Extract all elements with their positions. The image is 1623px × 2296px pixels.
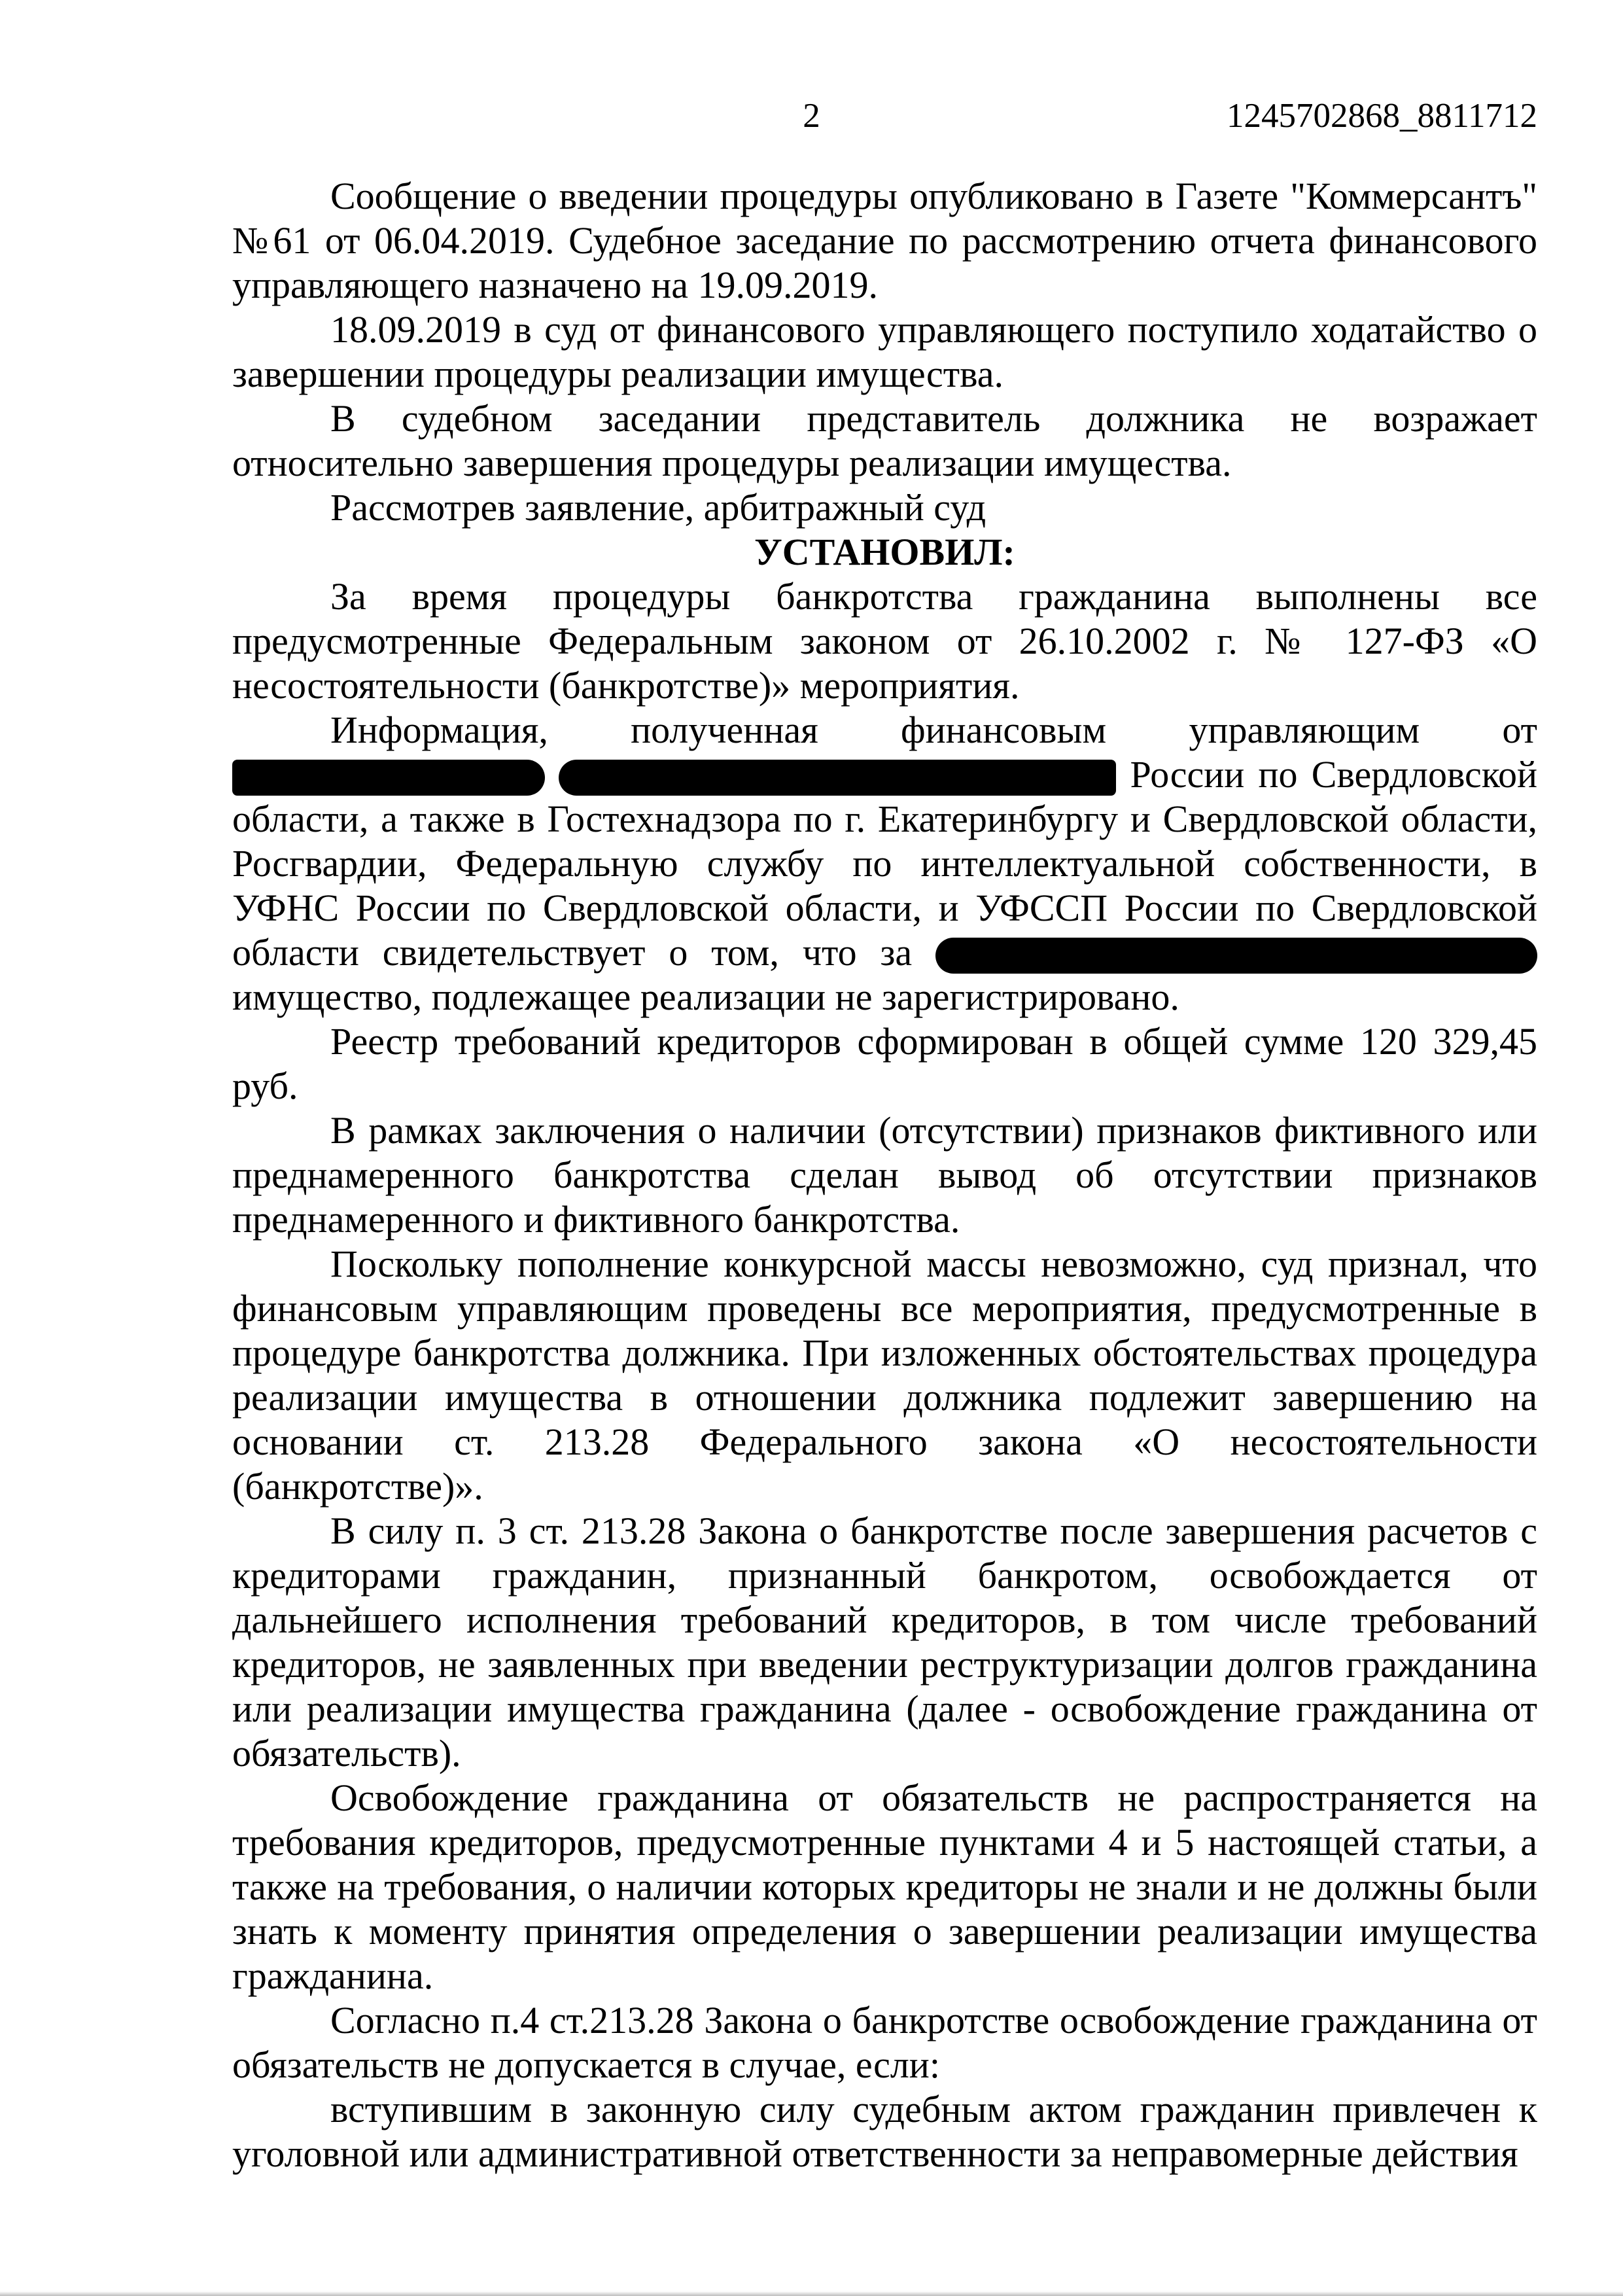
paragraph-text: 18.09.2019 в суд от финансового управляющего поступило ходатайство о завершении процедуры реализации имущества. — [232, 308, 1537, 395]
para-registry-total — [232, 1019, 1537, 1108]
paragraph-text: Реестр требований кредиторов сформирован в общей сумме 120 329,45 руб. — [232, 1020, 1537, 1107]
para-information-redacted — [232, 708, 1537, 1019]
paragraph-text: В рамках заключения о наличии (отсутствии) признаков фиктивного или преднамеренного банкротства сделан вывод об отсутствии признаков преднамеренного и фиктивного банкротства. — [232, 1109, 1537, 1241]
paragraph-text: В судебном заседании представитель должника не возражает относительно завершения процедуры реализации имущества. — [232, 397, 1537, 484]
document-id: 1245702868_8811712 — [1226, 97, 1537, 135]
paragraph-text: Сообщение о введении процедуры опубликовано в Газете "Коммерсантъ" №61 от 06.04.2019. Судебное заседание по рассмотрению отчета финансового управляющего назначено на 19.09.2019. — [232, 175, 1537, 306]
paragraph-text: вступившим в законную силу судебным актом гражданин привлечен к уголовной или административной ответственности за неправомерные действия — [232, 2088, 1537, 2175]
para-publication — [232, 174, 1537, 308]
para-criminal-liability — [232, 2087, 1537, 2176]
para-p3-st213-28 — [232, 1509, 1537, 1776]
para-motion-received — [232, 308, 1537, 397]
paragraph-text: Освобождение гражданина от обязательств не распространяется на требования кредиторов, предусмотренные пунктами 4 и 5 настоящей статьи, а также на требования, о наличии которых кредиторы не знали и не должны были знать к моменту принятия определения о завершении реализации имущества гражданина. — [232, 1776, 1537, 1997]
redaction-bar — [935, 938, 1537, 974]
paragraph-text: Поскольку пополнение конкурсной массы невозможно, суд признал, что финансовым управляющим проведены все мероприятия, предусмотренные в процедуре банкротства должника. При изложенных обстоятельствах процедура реализации имущества в отношении должника подлежит завершению на основании ст. 213.28 Федерального закона «О несостоятельности (банкротстве)». — [232, 1243, 1537, 1508]
para-p4-st213-28 — [232, 1998, 1537, 2087]
paragraph-text: В силу п. 3 ст. 213.28 Закона о банкротстве после завершения расчетов с кредиторами гражданин, признанный банкротом, освобождается от дальнейшего исполнения требований кредиторов, в том числе требований кредиторов, не заявленных при введении реструктуризации долгов гражданина или реализации имущества гражданина (далее - освобождение гражданина от обязательств). — [232, 1510, 1537, 1775]
para-exemption-scope — [232, 1776, 1537, 1998]
paragraph-text: Согласно п.4 ст.213.28 Закона о банкротстве освобождение гражданина от обязательств не допускается в случае, если: — [232, 1999, 1537, 2086]
para-procedures-completed — [232, 574, 1537, 708]
scan-edge-artifact — [0, 2291, 1623, 2296]
paragraph-text: Рассмотрев заявление, арбитражный суд — [330, 486, 986, 529]
redaction-bar — [232, 760, 545, 796]
para-fictitious-bankruptcy — [232, 1108, 1537, 1242]
para-considered — [232, 486, 1537, 530]
para-court-recognized — [232, 1242, 1537, 1509]
paragraph-text: За время процедуры банкротства гражданина выполнены все предусмотренные Федеральным законом от 26.10.2002 г. № 127-ФЗ «О несостоятельности (банкротстве)» мероприятия. — [232, 575, 1537, 707]
document-body — [232, 174, 1537, 2176]
paragraph-text: УСТАНОВИЛ: — [754, 531, 1015, 573]
paragraph-text: имущество, подлежащее реализации не зарегистрировано. — [232, 976, 1179, 1018]
paragraph-text — [545, 753, 559, 796]
paragraph-text: Информация, полученная финансовым управляющим от — [330, 709, 1537, 751]
page-header — [0, 96, 1623, 136]
heading-established — [232, 530, 1537, 574]
page-number: 2 — [803, 97, 820, 135]
para-hearing-no-objection — [232, 397, 1537, 486]
paragraph-text: России по Свердловской области, а также в Гостехнадзора по г. Екатеринбургу и Свердловской области, Росгвардии, Федеральную службу по интеллектуальной собственности, в УФНС России по Свердловской области, и УФССП России по Свердловской области свидетельствует о том, что за — [232, 753, 1537, 974]
redaction-bar — [559, 760, 1116, 796]
